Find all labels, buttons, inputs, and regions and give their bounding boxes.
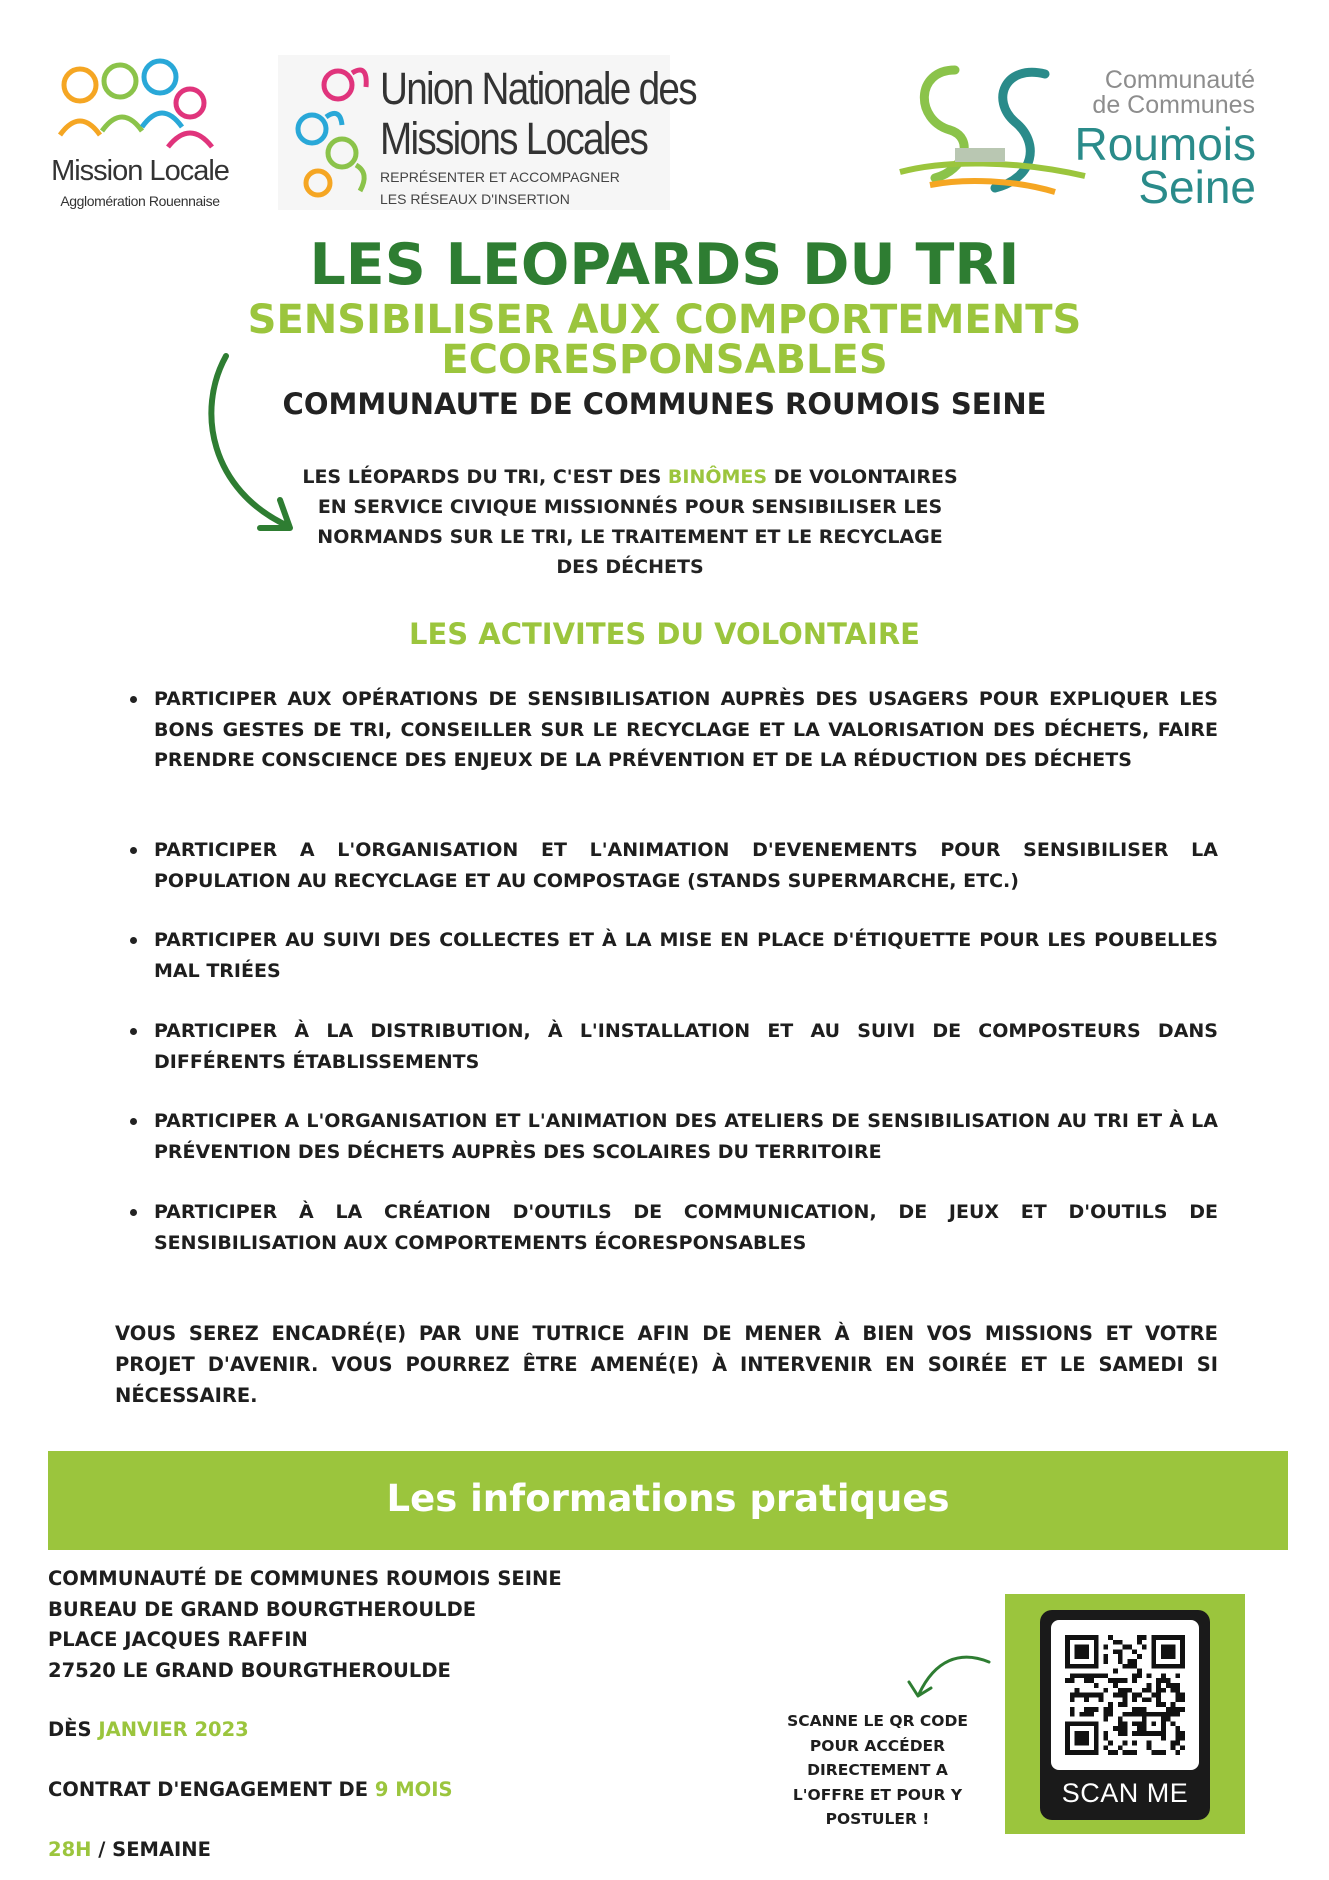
qr-instruction-line: POUR ACCÉDER	[809, 1736, 946, 1755]
ccrs-name-line2: de Communes	[1092, 91, 1255, 119]
unml-tagline-line2: LES RÉSEAUX D'INSERTION	[380, 191, 570, 207]
contract-value: 9 MOIS	[374, 1778, 453, 1801]
qr-instruction-line: SCANNE LE QR CODE	[787, 1712, 968, 1730]
address-line: COMMUNAUTÉ DE COMMUNES ROUMOIS SEINE	[48, 1567, 562, 1590]
bullet-icon	[130, 937, 137, 944]
list-item-text: PARTICIPER AU SUIVI DES COLLECTES ET À LA MISE EN PLACE D'ÉTIQUETTE POUR LES POUBELLES MAL TRIÉES	[154, 929, 1218, 982]
start-date-label: DÈS	[48, 1718, 99, 1741]
mission-locale-logo-icon	[50, 55, 230, 155]
intro-text	[300, 462, 960, 582]
list-item-text: PARTICIPER À LA CRÉATION D'OUTILS DE COMMUNICATION, DE JEUX ET D'OUTILS DE SENSIBILISATION AUX COMPORTEMENTS ÉCORESPONSABLES	[154, 1201, 1218, 1254]
qr-instruction-line: DIRECTEMENT A	[807, 1761, 948, 1779]
intro-part1: LES LÉOPARDS DU TRI, C'EST DES	[302, 466, 668, 488]
contract-duration	[48, 1778, 453, 1801]
unml-tagline-line1: REPRÉSENTER ET ACCOMPAGNER	[380, 169, 620, 185]
ccrs-name-line1: Communauté	[1104, 66, 1255, 94]
bullet-icon	[130, 696, 137, 703]
activities-list	[126, 684, 1218, 1258]
start-date	[48, 1718, 249, 1741]
page-title: LES LEOPARDS DU TRI	[309, 232, 1020, 298]
unml-logo	[278, 55, 696, 210]
ccrs-logo	[895, 60, 1260, 213]
ccrs-name-line4: Seine	[1138, 161, 1256, 213]
ccrs-logo-icon	[895, 60, 1095, 210]
list-item-text: PARTICIPER À LA DISTRIBUTION, À L'INSTALLATION ET AU SUIVI DE COMPOSTEURS DANS DIFFÉRENTS ÉTABLISSEMENTS	[154, 1020, 1218, 1073]
info-banner	[48, 1451, 1288, 1550]
curved-arrow-icon	[905, 1648, 995, 1708]
bullet-icon	[130, 1118, 137, 1125]
address-line: BUREAU DE GRAND BOURGTHEROULDE	[48, 1597, 477, 1621]
bullet-icon	[130, 1209, 137, 1216]
mission-locale-area: Agglomération Rouennaise	[60, 193, 220, 209]
qr-code-panel	[1005, 1594, 1245, 1834]
bullet-icon	[130, 847, 137, 854]
list-item	[126, 1106, 1218, 1197]
ccrs-name-line3: Roumois	[1074, 118, 1256, 170]
mission-locale-name: Mission Locale	[51, 155, 229, 187]
qr-code-card[interactable]	[1040, 1610, 1210, 1820]
hours-label: / SEMAINE	[91, 1838, 211, 1861]
address-block	[48, 1564, 562, 1686]
contract-label: CONTRAT D'ENGAGEMENT DE	[48, 1778, 375, 1801]
activities-heading: LES ACTIVITES DU VOLONTAIRE	[409, 617, 920, 651]
list-item	[126, 1016, 1218, 1106]
organization-title: COMMUNAUTE DE COMMUNES ROUMOIS SEINE	[282, 387, 1047, 421]
address-line: PLACE JACQUES RAFFIN	[48, 1628, 308, 1651]
list-item	[126, 1197, 1218, 1258]
qr-code-area	[1051, 1620, 1199, 1770]
weekly-hours	[48, 1838, 211, 1861]
unml-name-line1: Union Nationale des	[380, 63, 696, 114]
list-item-text: PARTICIPER A L'ORGANISATION ET L'ANIMATION DES ATELIERS DE SENSIBILISATION AU TRI ET À LA PRÉVENTION DES DÉCHETS AUPRÈS DES SCOLAIRES DU TERRITOIRE	[154, 1110, 1218, 1163]
curved-arrow-icon	[200, 350, 310, 540]
info-banner-title: Les informations pratiques	[386, 1477, 950, 1520]
scan-me-label: SCAN ME	[1061, 1778, 1189, 1808]
bullet-icon	[130, 1028, 137, 1035]
list-item-text: PARTICIPER A L'ORGANISATION ET L'ANIMATION D'EVENEMENTS POUR SENSIBILISER LA POPULATION AU RECYCLAGE ET AU COMPOSTAGE (STANDS SUPERMARCHE, ETC.)	[154, 839, 1218, 892]
qr-instruction	[770, 1709, 985, 1832]
list-item	[126, 684, 1218, 835]
hours-value: 28H	[48, 1838, 92, 1861]
subtitle-line1: SENSIBILISER AUX COMPORTEMENTS	[247, 297, 1082, 343]
list-item-text: PARTICIPER AUX OPÉRATIONS DE SENSIBILISATION AUPRÈS DES USAGERS POUR EXPLIQUER LES BONS GESTES DE TRI, CONSEILLER SUR LE RECYCLAGE ET LA VALORISATION DES DÉCHETS, FAIRE PRENDRE CONSCIENCE DES ENJEUX DE LA PRÉVENTION ET DE LA RÉDUCTION DES DÉCHETS	[154, 688, 1218, 771]
start-date-value: JANVIER 2023	[98, 1718, 249, 1741]
mission-locale-logo	[50, 55, 230, 215]
intro-part2: DE VOLONTAIRES EN SERVICE CIVIQUE MISSIONNÉS POUR SENSIBILISER LES NORMANDS SUR LE TRI, LE TRAITEMENT ET LE RECYCLAGE DES DÉCHETS	[317, 466, 958, 578]
qr-instruction-line: L'OFFRE ET POUR Y	[792, 1785, 963, 1804]
unml-name-line2: Missions Locales	[380, 113, 648, 164]
unml-logo-icon	[278, 55, 378, 210]
supervision-note: VOUS SEREZ ENCADRÉ(E) PAR UNE TUTRICE AFIN DE MENER À BIEN VOS MISSIONS ET VOTRE PROJET D'AVENIR. VOUS POURREZ ÊTRE AMENÉ(E) À INTERVENIR EN SOIRÉE ET LE SAMEDI SI NÉCESSAIRE.	[115, 1322, 1218, 1407]
subtitle-line2: ECORESPONSABLES	[441, 337, 888, 383]
intro-highlight: BINÔMES	[667, 466, 768, 488]
address-line: 27520 LE GRAND BOURGTHEROULDE	[48, 1658, 451, 1682]
qr-code-icon	[1065, 1635, 1185, 1755]
qr-instruction-line: POSTULER !	[825, 1810, 930, 1828]
list-item	[126, 835, 1218, 925]
list-item	[126, 925, 1218, 1016]
